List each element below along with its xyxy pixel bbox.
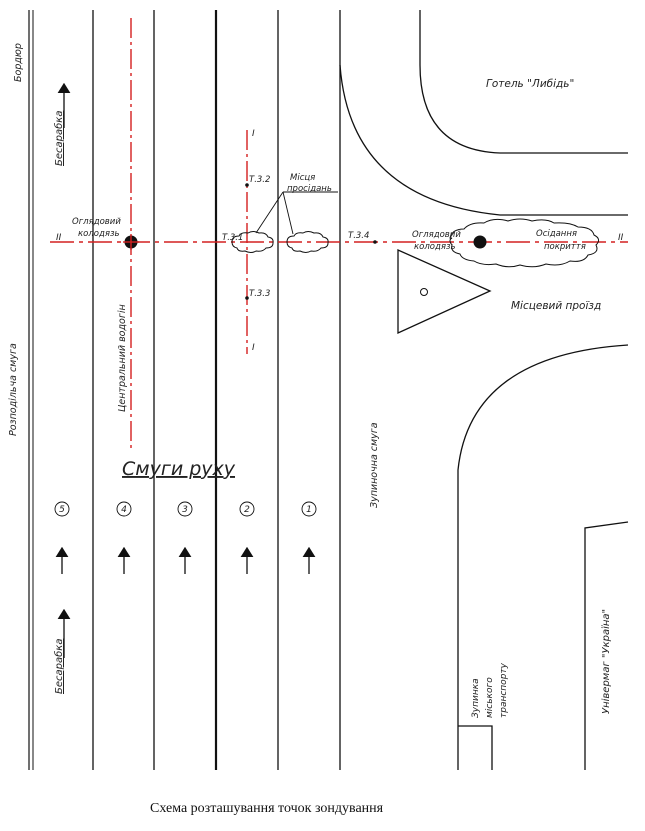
manhole-right-label-2: колодязь (414, 242, 456, 252)
section-II-left-label: II (56, 233, 62, 243)
bessarabka-bottom-label: Бесарабка (54, 638, 65, 694)
pavement-sag-label-2: покриття (544, 242, 586, 252)
lane-numbers (59, 505, 312, 515)
sag-places-label-1: Місця (290, 173, 316, 183)
point-t32-label: Т.3.2 (249, 175, 271, 185)
sag-leader-2 (283, 192, 293, 234)
island-marker (421, 289, 428, 296)
water-main-label: Центральний водогін (117, 304, 128, 412)
section-I-bottom-label: I (252, 343, 255, 353)
divider-strip-label: Розподільча смуга (8, 343, 19, 436)
lanes-title: Смуги руху (122, 458, 236, 480)
stop-strip-label: Зупиночна смуга (369, 422, 380, 508)
department-store-label: Універмаг "Україна" (601, 608, 612, 714)
manhole-right-label-1: Оглядовий (412, 230, 461, 240)
corner-curve-top (340, 65, 628, 215)
point-t34-marker (373, 240, 377, 244)
sag-leaders (256, 192, 338, 234)
local-passage-label: Місцевий проїзд (511, 300, 602, 312)
lane-number-3: 3 (182, 505, 188, 515)
bessarabka-top-label: Бесарабка (54, 110, 65, 166)
lane-number-4: 4 (121, 505, 127, 515)
manhole-left-label-1: Оглядовий (72, 217, 121, 227)
point-t34-label: Т.3.4 (348, 231, 370, 241)
transit-stop-label-1: Зупинка (471, 678, 481, 718)
transit-stop-label-2: міського (485, 677, 495, 718)
lane-number-5: 5 (59, 505, 65, 515)
transit-stop-box (458, 726, 492, 770)
lane-number-1: 1 (306, 505, 312, 515)
manhole-left-label-2: колодязь (78, 229, 120, 239)
transit-stop-label-3: транспорту (499, 663, 509, 718)
section-II-right-label: II (618, 233, 624, 243)
lane-number-2: 2 (244, 505, 250, 515)
border-label: Бордюр (13, 43, 24, 82)
pavement-sag-label-1: Осідання (536, 229, 578, 239)
sag-leader-1 (256, 192, 283, 233)
hotel-label: Готель "Либідь" (486, 78, 575, 90)
sag-places-label-2: просідань (287, 184, 332, 194)
caption: Схема розташування точок зондування (150, 801, 384, 816)
section-I-top-label: I (252, 129, 255, 139)
point-t33-label: Т.3.3 (249, 289, 271, 299)
direction-arrows (62, 88, 309, 658)
point-t31-label: Т.3.1 (222, 233, 244, 243)
manhole-right-icon (474, 236, 487, 249)
